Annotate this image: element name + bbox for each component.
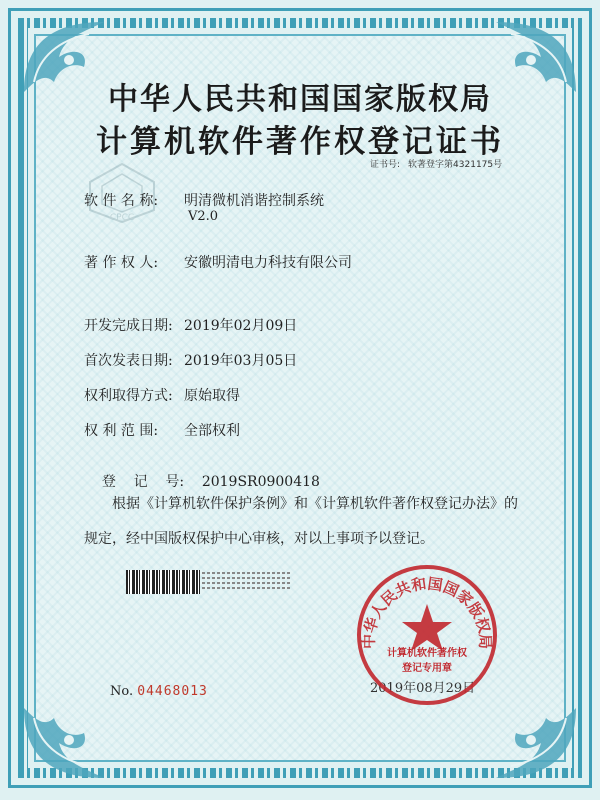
certificate-number-value: 软著登字第4321175号	[408, 160, 503, 170]
field-value: 2019年03月05日	[184, 353, 298, 369]
field-copyright-owner	[84, 252, 352, 272]
barcode	[126, 570, 200, 594]
field-rights-scope	[84, 420, 240, 440]
field-label: 权 利 范 围:	[84, 423, 159, 439]
field-value: 原始取得	[184, 388, 240, 404]
field-label: 登 记 号:	[101, 474, 185, 490]
serial-prefix: No.	[110, 684, 134, 699]
software-version: V2.0	[188, 209, 219, 224]
certificate-number-label: 证书号:	[370, 160, 401, 170]
corner-ornament-bottom-right	[466, 698, 586, 788]
field-label: 软 件 名 称:	[84, 193, 159, 209]
barcode-microtext	[202, 572, 290, 592]
serial-value: 04468013	[137, 684, 208, 699]
field-label: 著 作 权 人:	[84, 255, 159, 271]
statement-line-1: 根据《计算机软件保护条例》和《计算机软件著作权登记办法》的	[112, 496, 518, 512]
field-label: 开发完成日期:	[84, 318, 173, 334]
certificate-number	[370, 157, 510, 170]
field-first-publication-date	[84, 350, 297, 370]
official-red-seal	[352, 560, 502, 710]
field-value: 安徽明清电力科技有限公司	[184, 255, 352, 271]
field-software-name	[84, 190, 324, 210]
statement-line-2: 规定，经中国版权保护中心审核，对以上事项予以登记。	[84, 531, 434, 547]
issuing-authority: 中华人民共和国国家版权局	[108, 82, 492, 117]
corner-ornament-bottom-left	[14, 698, 134, 788]
seal-inner-line-1: 计算机软件著作权	[387, 648, 467, 659]
field-label: 权利取得方式:	[84, 388, 173, 404]
field-value: 全部权利	[184, 423, 240, 439]
field-value: 2019年02月09日	[184, 318, 298, 334]
seal-ring-text: 中华人民共和国国家版权局	[359, 574, 495, 650]
field-value: 明清微机消谐控制系统	[184, 193, 324, 209]
certification-statement	[84, 487, 534, 557]
field-label: 首次发表日期:	[84, 353, 173, 369]
field-completion-date	[84, 315, 297, 335]
cpcc-logo-text: CPCC	[109, 213, 135, 223]
seal-inner-line-2: 登记专用章	[402, 663, 452, 674]
certificate-title: 计算机软件著作权登记证书	[96, 124, 504, 160]
issue-date: 2019年08月29日	[370, 681, 476, 696]
field-acquisition-method	[84, 385, 240, 405]
serial-number	[110, 684, 208, 699]
field-value: 2019SR0900418	[201, 474, 320, 490]
